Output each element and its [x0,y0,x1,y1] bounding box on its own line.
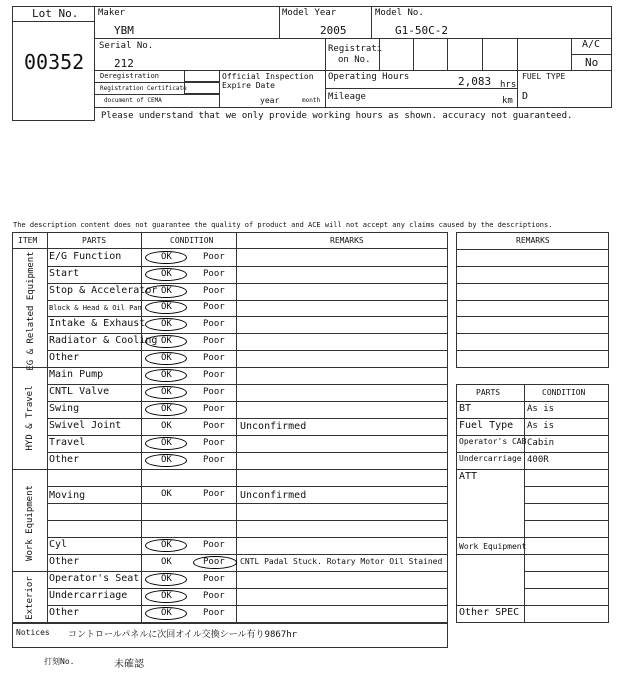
right-condition-header: CONDITION [542,388,586,397]
right-condition: Cabin [527,438,555,448]
model-year-value: 2005 [320,24,347,37]
ok-circle-mark [145,437,187,450]
notices-text: コントロールパネルに次回オイル交換シール有り9867hr [68,630,298,640]
registration-label-1: Registrati [328,44,383,54]
maker-value: YBM [114,24,134,37]
remark-text: Unconfirmed [240,421,307,432]
part-name: Cyl [49,539,68,550]
row-line [47,435,448,436]
remark-line [456,300,609,301]
poor-option[interactable]: Poor [203,454,225,465]
ac-value: No [585,56,599,69]
part-name: Other [49,556,80,567]
model-no-label: Model No. [375,8,424,18]
official-label-1: Official Inspection [222,72,314,81]
poor-option[interactable]: Poor [203,403,225,414]
remark-line [456,350,609,351]
part-name: Other [49,607,80,618]
right-row-line [524,486,609,487]
ok-circle-mark [145,285,187,298]
model-year-label: Model Year [282,8,337,18]
row-line [47,401,448,402]
table-right-line [447,232,448,623]
poor-option[interactable]: Poor [203,386,225,397]
doc-cema-label: document of CEMA [104,97,162,104]
ok-circle-mark [145,251,187,264]
poor-option[interactable]: Poor [203,318,225,329]
poor-option[interactable]: Poor [203,302,225,312]
fuel-type-label: FUEL TYPE [522,72,566,81]
right-row-line [524,503,609,504]
ok-option[interactable]: OK [161,369,172,380]
right-row-line [524,588,609,589]
poor-option[interactable]: Poor [203,268,225,279]
lot-number: 00352 [24,50,85,74]
group-work: Work Equipment [25,485,35,561]
ok-option[interactable]: OK [161,489,172,499]
right-parts-header: PARTS [476,388,501,397]
month-label: month [302,97,321,104]
remark-line [456,333,609,334]
ok-circle-mark [145,573,187,586]
ok-option[interactable]: OK [161,437,172,448]
reg-box-1 [379,38,414,71]
hours-notice: Please understand that we only provide working hours as shown. accuracy not guaranteed. [101,111,573,121]
row-line [12,367,448,368]
reg-box-3 [447,38,483,71]
serial-label: Serial No. [99,41,154,51]
row-line [47,503,448,504]
ac-label: A/C [582,39,601,50]
row-line [47,316,448,317]
item-col-line [47,232,48,623]
part-name: Swing [49,403,80,414]
col-condition: CONDITION [170,236,214,245]
row-line [12,571,448,572]
right-row-line [524,520,609,521]
part-name: Other [49,454,80,465]
op-hours-value: 2,083 [458,75,492,88]
ok-option[interactable]: OK [161,454,172,465]
mileage-label: Mileage [328,92,366,102]
group-exterior: Exterior [25,576,35,620]
ok-option[interactable]: OK [161,386,172,397]
lot-label: Lot No. [32,7,79,20]
ok-circle-mark [145,403,187,416]
row-line [47,605,448,606]
model-no-value: G1-50C-2 [395,24,448,37]
ok-option[interactable]: OK [161,302,172,312]
part-name: Block & Head & Oil Pan [49,304,142,312]
part-name: Main Pump [49,369,104,380]
table-header-row [12,232,448,249]
part-name: Operator's Seat [49,573,140,584]
reg-box-5 [517,38,572,71]
part-name: Intake & Exhaust [49,318,146,329]
ok-option[interactable]: OK [161,539,172,550]
reg-box-4 [482,38,518,71]
ok-circle-mark [145,369,187,382]
row-line [47,266,448,267]
ok-circle-mark [145,268,187,281]
right-row-line [456,554,609,555]
part-name: Radiator & Cooling [49,335,158,346]
ok-option[interactable]: OK [161,556,172,567]
poor-circle-mark [193,556,237,569]
right-row-line [456,401,609,402]
ok-circle-mark [145,454,187,467]
part-name: Other [49,352,80,363]
right-part: BT [459,403,472,414]
ok-circle-mark [145,352,187,365]
notices-label: Notices [16,628,50,637]
ok-circle-mark [145,386,187,399]
hrs-label: hrs [500,80,517,90]
remark-text: CNTL Padal Stuck. Rotary Motor Oil Stained [240,557,443,566]
row-line [47,588,448,589]
ok-option[interactable]: OK [161,251,172,262]
year-label: year [260,96,280,105]
deregistration-label: Deregistration [100,72,160,80]
right-part: Operator's CAB [459,437,527,446]
col-remarks: REMARKS [330,236,364,245]
disclaimer: The description content does not guarantee the quality of product and ACE will not accept any claims caused by the descriptions. [13,221,553,229]
poor-option[interactable]: Poor [203,539,225,550]
op-hours-label: Operating Hours [328,72,410,82]
table-left-line [12,232,13,623]
part-name: E/G Function [49,251,122,262]
row-line [47,333,448,334]
row-line [47,537,448,538]
col-parts: PARTS [82,236,107,245]
right-part: Undercarriage [459,454,522,463]
poor-option[interactable]: Poor [203,369,225,380]
ok-circle-mark [145,335,187,348]
poor-option[interactable]: Poor [203,590,225,601]
right-row-line [456,537,609,538]
ok-option[interactable]: OK [161,573,172,584]
row-line [12,469,448,470]
group-hyd: HYD & Travel [25,385,35,451]
row-line [47,418,448,419]
row-line [47,350,448,351]
stamp-label: 打刻No. [44,657,75,666]
official-label-2: Expire Date [222,81,275,90]
ok-option[interactable]: OK [161,590,172,601]
ok-option[interactable]: OK [161,268,172,279]
remark-text: Unconfirmed [240,490,307,501]
right-row-line [524,571,609,572]
right-row-line [456,435,609,436]
right-row-line [456,605,609,606]
ok-option[interactable]: OK [161,607,172,618]
right-row-line [456,452,609,453]
poor-option[interactable]: Poor [203,335,225,346]
row-line [47,554,448,555]
part-name: Start [49,268,80,279]
poor-option[interactable]: Poor [203,573,225,584]
right-condition: As is [527,421,555,431]
ok-option[interactable]: OK [161,420,172,431]
part-name: Moving [49,490,86,501]
ok-option[interactable]: OK [161,335,172,346]
dereg-divider-2 [94,94,220,95]
stamp-value: 未確認 [114,659,144,670]
fuel-type-value: D [522,91,529,102]
ok-option[interactable]: OK [161,403,172,414]
right-condition: 400R [527,455,549,465]
remark-line [456,316,609,317]
row-line [47,300,448,301]
right-row-line [456,418,609,419]
poor-option[interactable]: Poor [203,607,225,618]
ok-circle-mark [145,590,187,603]
serial-value: 212 [114,57,134,70]
remark-line [456,283,609,284]
condition-col-line [236,232,237,623]
part-name: Swivel Joint [49,420,122,431]
part-name: Undercarriage [49,590,128,601]
ok-circle-mark [145,607,187,620]
work-equipment-label: Work Equipment [459,542,527,551]
part-name: CNTL Valve [49,386,110,397]
right-part: ATT [459,471,478,482]
poor-option[interactable]: Poor [203,489,225,499]
poor-option[interactable]: Poor [203,352,225,363]
ok-option[interactable]: OK [161,285,172,296]
part-name: Travel [49,437,86,448]
row-line [47,384,448,385]
right-remarks-header: REMARKS [516,236,550,245]
right-remarks-header-line [456,249,609,250]
dereg-box-2 [184,82,220,94]
reg-box-2 [413,38,448,71]
right-condition: As is [527,404,555,414]
ok-option[interactable]: OK [161,318,172,329]
poor-option[interactable]: Poor [203,437,225,448]
reg-cert-label: Registration Certificate [100,85,187,92]
ok-circle-mark [145,301,187,314]
right-row-line [456,469,609,470]
poor-option[interactable]: Poor [203,285,225,296]
row-line [47,520,448,521]
dereg-box-1 [184,70,220,82]
poor-option[interactable]: Poor [203,556,225,567]
row-line [47,452,448,453]
ok-option[interactable]: OK [161,352,172,363]
group-eg: EG & Related Equipment [26,251,36,371]
maker-label: Maker [98,8,126,18]
ok-circle-mark [145,539,187,552]
hours-divider [325,88,518,89]
row-line [47,486,448,487]
part-name: Stop & Accelerator [49,285,158,296]
poor-option[interactable]: Poor [203,420,225,431]
other-spec-label: Other SPEC [459,607,520,618]
ac-divider [571,54,612,55]
poor-option[interactable]: Poor [203,251,225,262]
km-label: km [502,96,513,106]
right-part: Fuel Type [459,420,514,431]
remark-line [456,266,609,267]
ok-circle-mark [145,318,187,331]
row-line [47,283,448,284]
col-item: ITEM [18,236,38,245]
registration-label-2: on No. [338,55,371,65]
